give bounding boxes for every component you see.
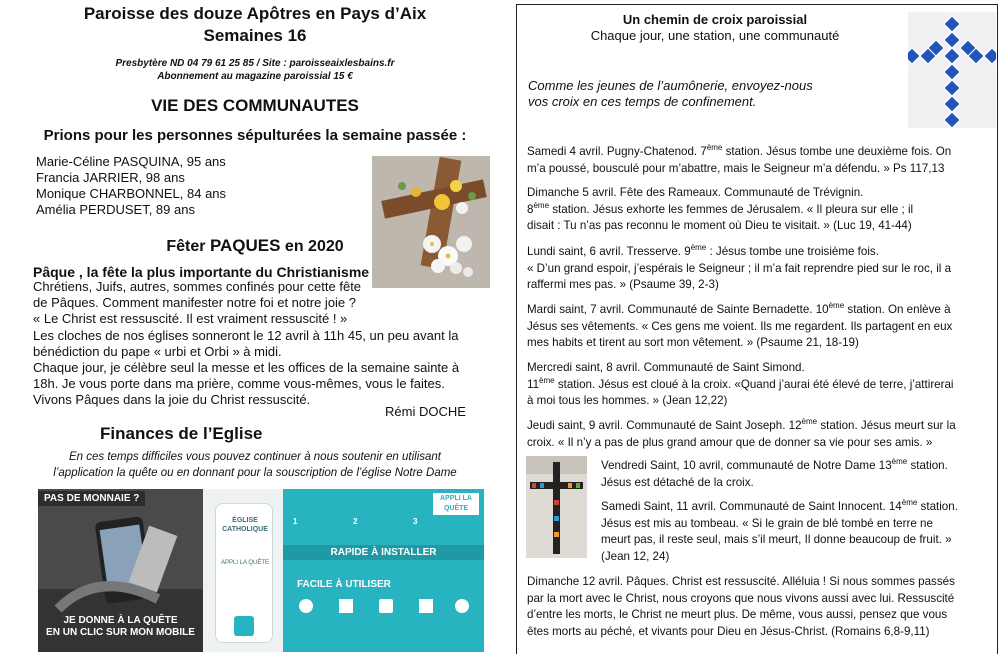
banner-teal-panel — [283, 489, 484, 652]
banner-give-text: JE DONNE À LA QUÊTE EN UN CLIC SUR MON MOBILE — [46, 615, 195, 638]
flower-cross-photo — [372, 156, 490, 288]
hand-icon — [299, 599, 313, 613]
station-entry-10: Mardi saint, 7 avril. Communauté de Sainte Bernadette. 10ème station. On enlève à Jésus ses vêtements. « Ces gens me voient. Ils me regardent. Ils partagent en eux mes habits et tirent au sort mon vêtement. » (Psaume 21, 18-19) — [527, 301, 953, 349]
phone-church-label: ÉGLISE CATHOLIQUE — [222, 517, 268, 533]
blue-cross-graphic — [908, 12, 996, 128]
finance-heading: Finances de l’Eglise — [100, 424, 263, 443]
deceased-name: Marie-Céline PASQUINA, 95 ans — [36, 154, 226, 169]
phone-app-label: APPLI LA QUÊTE — [220, 560, 270, 566]
step-3: 3 — [413, 517, 418, 526]
parish-title: Paroisse des douze Apôtres en Pays d’Aix — [83, 4, 427, 23]
quete-banner — [38, 489, 484, 652]
app-icon — [234, 616, 254, 636]
station-entry-8: Dimanche 5 avril. Fête des Rameaux. Communauté de Trévignin. 8ème station. Jésus exhorte les femmes de Jérusalem. « Il pleura sur elle ; il disait : Tu n’as pas reconnu le moment où Dieu te visitait. » (Luc 19, 41-44) — [527, 186, 914, 232]
easter-subheading: Pâque , la fête la plus importante du Christianisme — [33, 264, 370, 280]
step-2: 2 — [353, 517, 358, 526]
prayer-heading: Prions pour les personnes sépulturées la semaine passée : — [43, 127, 467, 144]
quick-install: RAPIDE À INSTALLER — [283, 545, 484, 560]
deceased-name: Amélia PERDUSET, 89 ans — [36, 202, 195, 217]
deceased-name: Monique CHARBONNEL, 84 ans — [36, 186, 227, 201]
heart-icon — [455, 599, 469, 613]
calendar-icon — [339, 599, 353, 613]
stations-subtitle: Chaque jour, une station, une communauté — [590, 28, 840, 43]
week-title: Semaines 16 — [203, 26, 307, 45]
station-entry-14: Samedi Saint, 11 avril. Communauté de Saint Innocent. 14ème station. Jésus est mis au tombeau. « Si le grain de blé tombé en terre ne meurt pas, il reste seul, mais s’il meurt, Il donne beaucoup de fruit. » (Jean 12, 24) — [601, 498, 958, 563]
easter-text: Chrétiens, Juifs, autres, sommes confinés pour cette fête de Pâques. Comment manifester notre foi et notre joie ? « Le Christ est ressuscité. Il est vraiment ressuscité ! » Les cloches de nos églises sonneront le 12 avril à 11h 45, un peu avant la bénédiction du pape « urbi et Orbi » à midi. Chaque jour, je célèbre seul la messe et les offices de la semaine sainte à 18h. Je vous porte dans ma prière, comme vous-mêmes, vous le faites. Vivons Pâques dans la joie du Christ ressuscité. — [33, 279, 460, 408]
deceased-names — [36, 154, 226, 218]
banner-photo-panel — [38, 489, 203, 652]
banner-no-change: PAS DE MONNAIE ? — [38, 491, 145, 506]
wall-cross-photo — [526, 456, 587, 558]
station-entry-11: Mercredi saint, 8 avril. Communauté de Saint Simond. 11ème station. Jésus est cloué à la croix. «Quand j’aurai été élevé de terre, j’attirerai à moi tous les hommes. » (Jean 12,22) — [527, 361, 954, 407]
banner-app-panel — [203, 489, 283, 652]
subscription-line: Abonnement au magazine paroissial 15 € — [157, 71, 353, 82]
deceased-name: Francia JARRIER, 98 ans — [36, 170, 185, 185]
step-1: 1 — [293, 517, 298, 526]
intro-text: Comme les jeunes de l’aumônerie, envoyez-nous vos croix en ces temps de confinement. — [528, 78, 813, 109]
stations-title: Un chemin de croix paroissial — [622, 12, 808, 27]
contact-line: Presbytère ND 04 79 61 25 85 / Site : paroisseaixlesbains.fr — [115, 58, 395, 69]
easter-heading: Fêter PAQUES en 2020 — [166, 236, 344, 255]
easy-use: FACILE À UTILISER — [297, 579, 391, 590]
phone-mockup — [215, 503, 273, 643]
appli-badge: APPLI LA QUÊTE — [433, 493, 479, 515]
signature: Rémi DOCHE — [385, 404, 466, 419]
church-icon — [419, 599, 433, 613]
finance-text: En ces temps difficiles vous pouvez continuer à nous soutenir en utilisant l’application la quête ou en donnant pour la souscription de l’église Notre Dame — [53, 451, 457, 479]
section-heading: VIE DES COMMUNAUTES — [151, 96, 359, 115]
station-entry-13: Vendredi Saint, 10 avril, communauté de Notre Dame 13ème station. Jésus est détaché de la croix. — [601, 457, 948, 489]
station-entry-9: Lundi saint, 6 avril. Tresserve. 9ème : Jésus tombe une troisième fois. « D’un grand espoir, j’espérais le Seigneur ; il m’a fait reprendre pied sur le roc, il a raffermi mes pas. » (Psaume 39, 2-3) — [527, 243, 952, 291]
book-icon — [379, 599, 393, 613]
station-entry-7: Samedi 4 avril. Pugny-Chatenod. 7ème station. Jésus tombe une deuxième fois. On m’a poussé, bousculé pour m’abattre, mais le Seigneur m’a défendu. » Ps 117,13 — [527, 143, 952, 175]
station-entry-12: Jeudi saint, 9 avril. Communauté de Saint Joseph. 12ème station. Jésus meurt sur la croix. « Il n’y a pas de plus grand amour que de donner sa vie pour ses amis. » — [527, 417, 956, 449]
easter-entry: Dimanche 12 avril. Pâques. Christ est ressuscité. Alléluia ! Si nous sommes passés par la mort avec le Christ, nous croyons que nous vivons aussi avec lui. Ressuscité d’entre les morts, le Christ ne meurt plus. De même, vous aussi, pensez que vous êtes morts au péché, et vivants pour Dieu en Jésus-Christ. (Romains 6,8-9,11) — [527, 575, 955, 638]
